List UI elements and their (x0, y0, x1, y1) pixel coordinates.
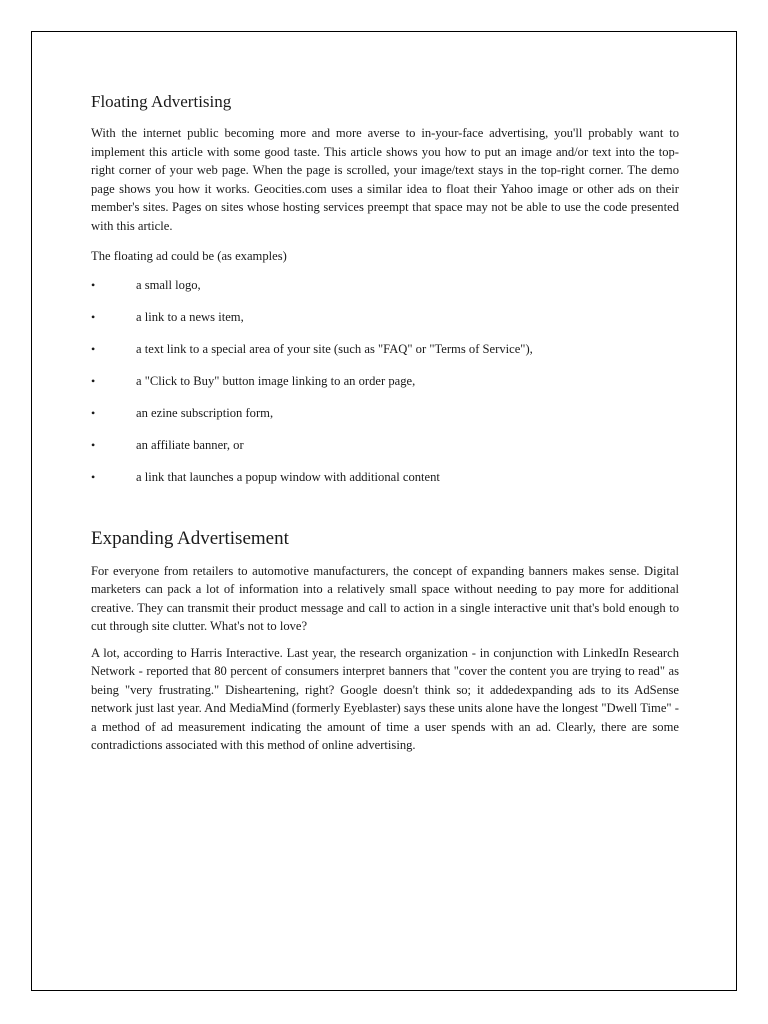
examples-list (91, 276, 679, 500)
list-item (91, 276, 679, 308)
document-page (31, 31, 737, 991)
bullet-icon: • (91, 341, 96, 356)
bullet-icon: • (91, 437, 96, 452)
list-item-text: an affiliate banner, or (136, 437, 244, 452)
list-item-text: an ezine subscription form, (136, 405, 274, 420)
list-intro: The floating ad could be (as examples) (91, 249, 287, 263)
floating-advertising-paragraph: With the internet public becoming more and more averse to in-your-face advertising, you'll probably want to implement this article with some good taste. This article shows you how to put an image and/or text into the top-right corner of your web page. When the page is scrolled, your image/text stays in the top-right corner. The demo page shows you how it works. Geocities.com uses a similar idea to float their Yahoo image or other ads on their member's sites. Pages on sites whose hosting services preempt that space may not be able to use the code presented with this article. (91, 126, 679, 233)
list-item-text: a link to a news item, (136, 309, 244, 324)
bullet-icon: • (91, 405, 96, 420)
bullet-icon: • (91, 469, 96, 484)
expanding-advertisement-paragraph-1: For everyone from retailers to automotive manufacturers, the concept of expanding banners makes sense. Digital marketers can pack a lot of information into a relatively small space without needing to pay more for additional creative. They can transmit their product message and call to action in a single interactive unit that's bold enough to cut through site clutter. What's not to love? (91, 563, 679, 633)
expanding-advertisement-heading: Expanding Advertisement (91, 527, 289, 549)
list-item-text: a small logo, (136, 277, 201, 292)
list-item (91, 436, 679, 468)
floating-advertising-heading: Floating Advertising (91, 92, 232, 111)
list-item (91, 468, 679, 500)
list-item (91, 372, 679, 404)
list-item (91, 308, 679, 340)
list-item-text: a link that launches a popup window with additional content (136, 469, 440, 484)
list-item (91, 340, 679, 372)
document-content (91, 92, 679, 763)
list-item (91, 404, 679, 436)
list-item-text: a text link to a special area of your site (such as "FAQ" or "Terms of Service"), (136, 341, 533, 356)
bullet-icon: • (91, 309, 96, 324)
list-item-text: a "Click to Buy" button image linking to an order page, (136, 373, 416, 388)
bullet-icon: • (91, 277, 96, 292)
bullet-icon: • (91, 373, 96, 388)
expanding-advertisement-paragraph-2: A lot, according to Harris Interactive. Last year, the research organization - in conjunction with LinkedIn Research Network - reported that 80 percent of consumers interpret banners that "cover the content you are trying to read" as being "very frustrating." Disheartening, right? Google doesn't think so; it addedexpanding ads to its AdSense network just last year. And MediaMind (formerly Eyeblaster) says these units alone have the longest "Dwell Time" - a method of ad measurement indicating the amount of time a user spends with an ad. Clearly, there are some contradictions associated with this method of online advertising. (91, 645, 679, 752)
